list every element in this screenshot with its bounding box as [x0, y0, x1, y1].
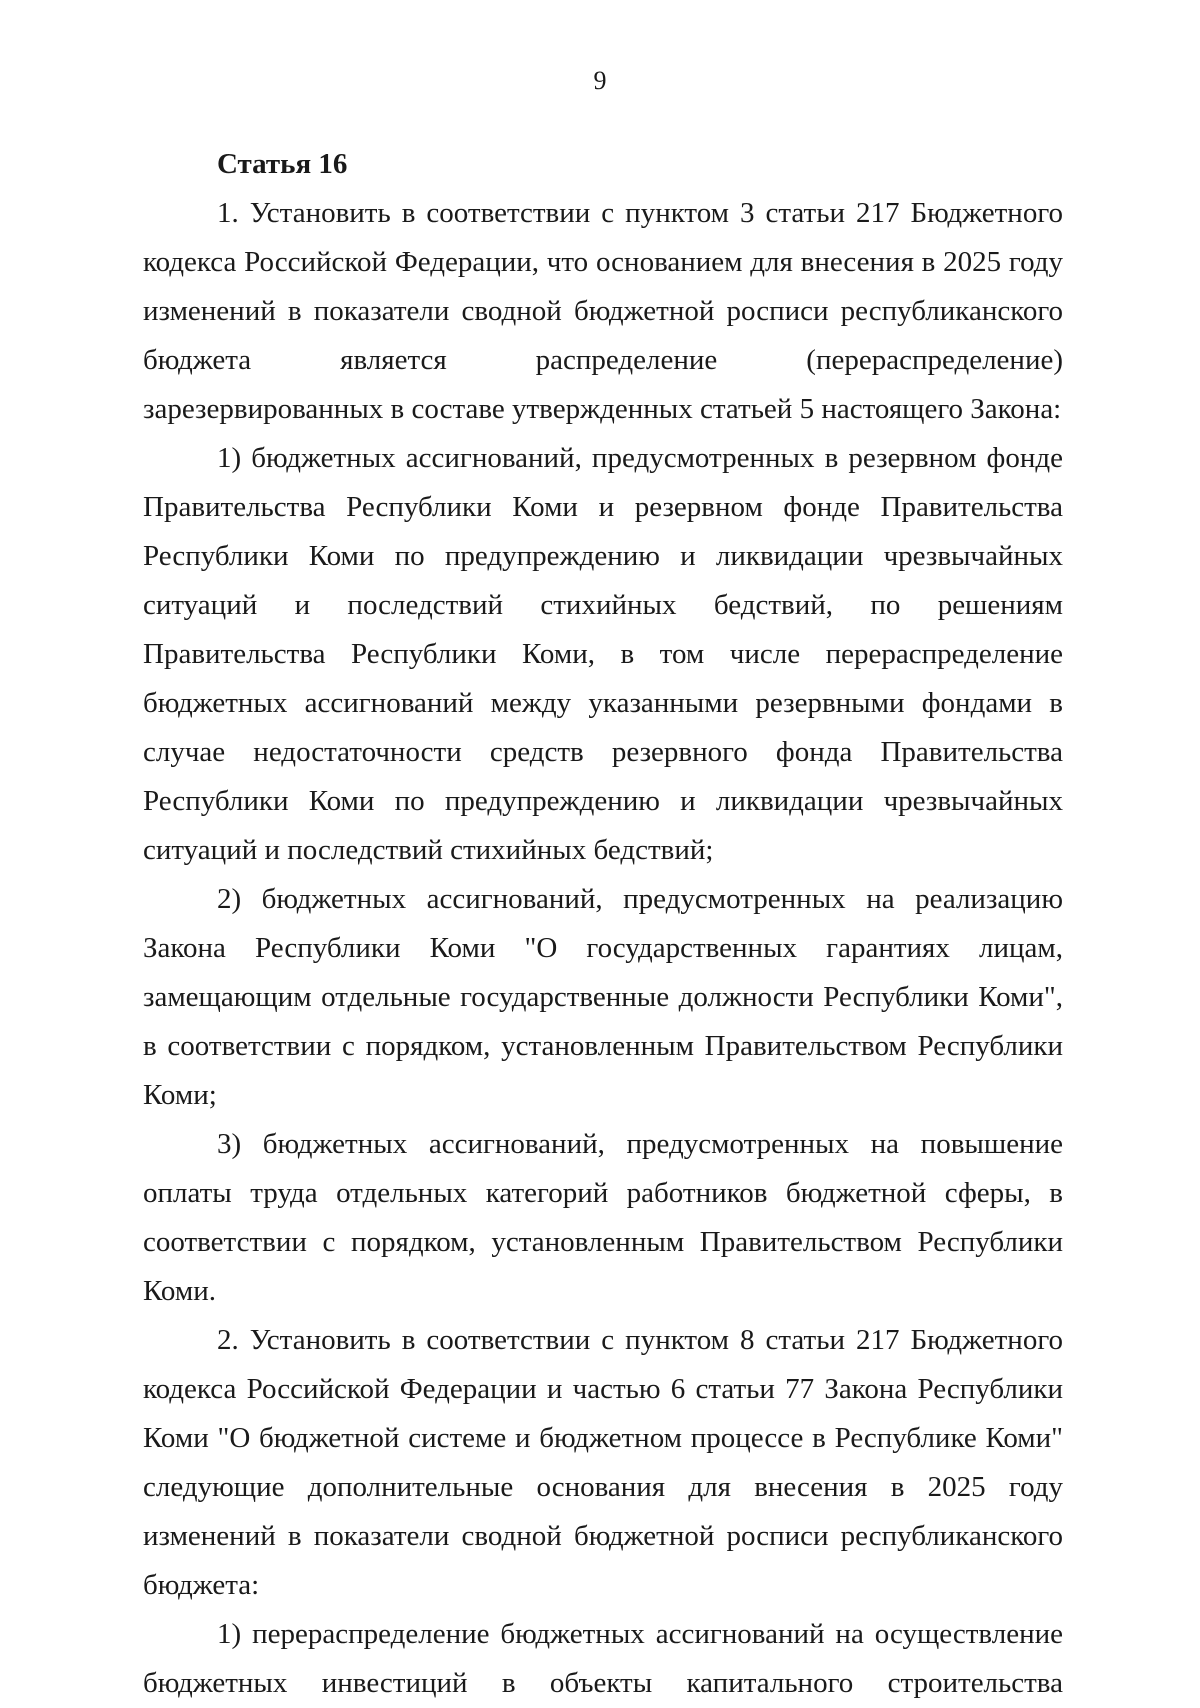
page-number: 9: [593, 66, 607, 95]
paragraph-1-item-3: 3) бюджетных ассигнований, предусмотренных на повышение оплаты труда отдельных категорий работников бюджетной сферы, в соответствии с порядком, установленным Правительством Республики Коми.: [143, 1128, 1063, 1307]
paragraph-1-item-2: 2) бюджетных ассигнований, предусмотренных на реализацию Закона Республики Коми "О государственных гарантиях лицам, замещающим отдельные государственные должности Республики Коми", в соответствии с порядком, установленным Правительством Республики Коми;: [143, 883, 1063, 1111]
document-body: [143, 140, 1063, 1708]
paragraph-1-item-1: 1) бюджетных ассигнований, предусмотренных в резервном фонде Правительства Республики Коми и резервном фонде Правительства Республики Коми по предупреждению и ликвидации чрезвычайных ситуаций и последствий стихийных бедствий, по решениям Правительства Республики Коми, в том числе перераспределение бюджетных ассигнований между указанными резервными фондами в случае недостаточности средств резервного фонда Правительства Республики Коми по предупреждению и ликвидации чрезвычайных ситуаций и последствий стихийных бедствий;: [143, 442, 1063, 866]
paragraph-2-item-1: 1) перераспределение бюджетных ассигнований на осуществление бюджетных инвестиций в объекты капитального строительства: [143, 1618, 1063, 1699]
paragraph-2: 2. Установить в соответствии с пунктом 8 статьи 217 Бюджетного кодекса Российской Федерации и частью 6 статьи 77 Закона Республики Коми "О бюджетной системе и бюджетном процессе в Республике Коми" следующие дополнительные основания для внесения в 2025 году изменений в показатели сводной бюджетной росписи республиканского бюджета:: [143, 1324, 1063, 1601]
article-heading: Статья 16: [217, 148, 348, 180]
paragraph-1: 1. Установить в соответствии с пунктом 3 статьи 217 Бюджетного кодекса Российской Федерации, что основанием для внесения в 2025 году изменений в показатели сводной бюджетной росписи республиканского бюджета является распределение (перераспределение) зарезервированных в составе утвержденных статьей 5 настоящего Закона:: [143, 197, 1063, 425]
